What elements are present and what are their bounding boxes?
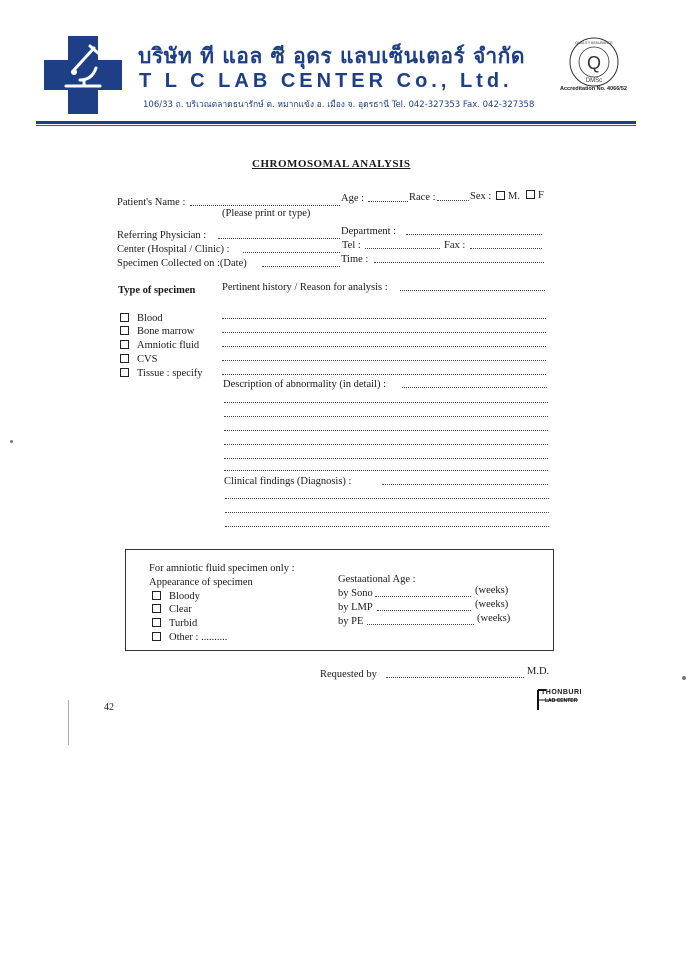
description-line[interactable] xyxy=(224,430,548,431)
company-address: 106/33 ถ. บริเวณตลาดธนารักษ์ ต. หมากแข้ง อ. เมือง จ. อุดรธานี Tel. 042-327353 Fax. 042-327358 xyxy=(143,100,535,110)
appearance-option-label: Bloody xyxy=(169,591,200,602)
description-label: Description of abnormality (in detail) : xyxy=(223,379,386,390)
pertinent-history-field[interactable] xyxy=(400,290,545,291)
age-label: Age : xyxy=(341,193,365,204)
sex-male-label: M. xyxy=(508,191,520,202)
specimen-option-blood[interactable] xyxy=(120,313,163,324)
scan-speck xyxy=(682,676,686,680)
header-rule-thin xyxy=(36,125,636,126)
requested-by-field[interactable] xyxy=(386,677,524,678)
history-line[interactable] xyxy=(222,318,546,319)
specimen-option-label: Tissue : specify xyxy=(137,368,203,379)
by-lmp-label: by LMP xyxy=(338,602,373,613)
weeks-label: (weeks) xyxy=(475,585,509,596)
md-label: M.D. xyxy=(527,666,550,677)
sex-female-label: F xyxy=(538,190,544,201)
gestational-age-label: Gestaational Age : xyxy=(338,574,416,585)
time-label: Time : xyxy=(341,254,369,265)
sex-label: Sex : xyxy=(470,191,492,202)
referring-physician-label: Referring Physician : xyxy=(117,230,207,241)
weeks-label: (weeks) xyxy=(475,599,509,610)
clinical-findings-label: Clinical findings (Diagnosis) : xyxy=(224,476,352,487)
history-line[interactable] xyxy=(222,346,546,347)
microscope-cross-logo xyxy=(44,36,122,114)
specimen-collected-label: Specimen Collected on :(Date) xyxy=(117,258,247,269)
description-field[interactable] xyxy=(402,387,547,388)
fax-label: Fax : xyxy=(444,240,466,251)
appearance-option-label: Other : .......... xyxy=(169,632,228,643)
company-name-thai: บริษัท ที แอล ซี อุดร แลบเซ็นเตอร์ จำกัด xyxy=(138,44,525,68)
time-field[interactable] xyxy=(374,262,544,263)
description-line[interactable] xyxy=(224,402,548,403)
sex-male-option[interactable] xyxy=(496,191,520,202)
referring-physician-field[interactable] xyxy=(218,238,340,239)
clinical-line[interactable] xyxy=(225,526,549,527)
appearance-option-label: Clear xyxy=(169,604,192,615)
by-pe-field[interactable] xyxy=(367,624,474,625)
specimen-option-amniotic-fluid[interactable] xyxy=(120,340,199,351)
sex-female-option[interactable] xyxy=(526,190,544,201)
specimen-date-field[interactable] xyxy=(262,266,340,267)
scan-speck xyxy=(10,440,13,443)
specimen-option-tissue[interactable] xyxy=(120,368,203,379)
race-field[interactable] xyxy=(437,200,469,201)
seal-letter: Q xyxy=(586,53,602,73)
specimen-option-label: Amniotic fluid xyxy=(137,340,200,351)
history-line[interactable] xyxy=(222,374,546,375)
clinical-line[interactable] xyxy=(225,512,549,513)
appearance-option-clear[interactable] xyxy=(152,604,192,615)
specimen-option-cvs[interactable] xyxy=(120,354,157,365)
type-of-specimen-heading: Type of specimen xyxy=(118,285,196,296)
appearance-option-turbid[interactable] xyxy=(152,618,197,629)
lab-center-text: LAB CENTER xyxy=(545,698,578,704)
by-lmp-field[interactable] xyxy=(377,610,471,611)
specimen-option-label: Bone marrow xyxy=(137,326,195,337)
description-line[interactable] xyxy=(224,416,548,417)
by-sono-label: by Sono xyxy=(338,588,373,599)
amniotic-heading: For amniotic fluid specimen only : xyxy=(149,563,295,574)
specimen-option-bone-marrow[interactable] xyxy=(120,326,194,337)
form-title: CHROMOSOMAL ANALYSIS xyxy=(252,158,411,170)
patient-name-label: Patient's Name : xyxy=(117,197,186,208)
page-number: 42 xyxy=(104,702,114,713)
quality-seal-icon xyxy=(568,36,620,88)
specimen-option-label: CVS xyxy=(137,354,158,365)
requested-by-label: Requested by xyxy=(320,669,377,680)
appearance-option-bloody[interactable] xyxy=(152,591,200,602)
clinical-findings-field[interactable] xyxy=(382,484,548,485)
race-label: Race : xyxy=(409,192,436,203)
tel-field[interactable] xyxy=(365,248,440,249)
specimen-option-label: Blood xyxy=(137,313,163,324)
by-sono-field[interactable] xyxy=(375,596,471,597)
seal-ring-text: QUALITY ASSURANCE xyxy=(575,41,613,45)
company-name-english: T L C LAB CENTER Co., Ltd. xyxy=(139,70,513,92)
department-field[interactable] xyxy=(406,234,542,235)
history-line[interactable] xyxy=(222,360,546,361)
by-pe-label: by PE xyxy=(338,616,364,627)
appearance-label: Appearance of specimen xyxy=(149,577,253,588)
tel-label: Tel : xyxy=(342,240,361,251)
appearance-option-other[interactable] xyxy=(152,632,227,643)
thonburi-text: THONBURI xyxy=(541,689,582,696)
seal-text: DMSc xyxy=(585,78,603,84)
accreditation-number: Accreditation No. 4066/52 xyxy=(560,86,627,92)
patient-name-field[interactable] xyxy=(190,205,340,206)
weeks-label: (weeks) xyxy=(477,613,511,624)
scan-mark xyxy=(68,700,69,745)
age-field[interactable] xyxy=(368,201,408,202)
pertinent-history-label: Pertinent history / Reason for analysis : xyxy=(222,282,388,293)
fax-field[interactable] xyxy=(470,248,542,249)
header-rule xyxy=(36,121,636,124)
history-line[interactable] xyxy=(222,332,546,333)
appearance-option-label: Turbid xyxy=(169,618,198,629)
department-label: Department : xyxy=(341,226,397,237)
center-field[interactable] xyxy=(243,252,340,253)
please-print-note: (Please print or type) xyxy=(222,208,311,219)
center-label: Center (Hospital / Clinic) : xyxy=(117,244,230,255)
description-line[interactable] xyxy=(224,444,548,445)
clinical-line[interactable] xyxy=(225,498,549,499)
description-line[interactable] xyxy=(224,470,548,471)
description-line[interactable] xyxy=(224,458,548,459)
